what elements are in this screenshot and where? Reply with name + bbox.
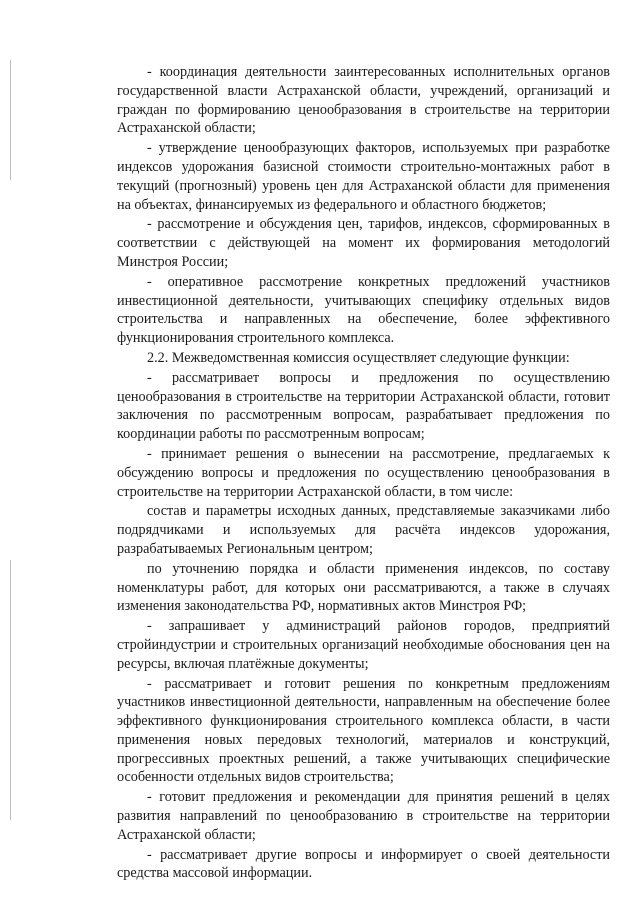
paragraph-source-data: состав и параметры исходных данных, представляемые заказчиками либо подрядчиками и используемых для расчёта индексов удорожания, разрабатываемых Региональным центром; xyxy=(117,503,610,557)
document-page xyxy=(117,63,610,883)
paragraph-makes-decisions: - принимает решения о вынесении на рассмотрение, предлагаемых к обсуждению вопросы и предложения по осуществлению ценообразования в строительстве на территории Астраханской области, в том числе: xyxy=(117,445,610,500)
paragraph-prices-review: - рассмотрение и обсуждения цен, тарифов, индексов, сформированных в соответствии с действующей на момент их формирования методологий Минстроя России; xyxy=(117,216,610,270)
paragraph-prepares-decisions: - рассматривает и готовит решения по конкретным предложениям участников инвестиционной деятельности, направленным на обеспечение более эффективного функционирования строительного комплекса области, в части применения новых передовых технологий, материалов и конструкций, прогрессивных проектных решений, а также учитывающих специфические особенности отдельных видов строительства; xyxy=(117,675,610,786)
section-heading-2-2: 2.2. Межведомственная комиссия осуществляет следующие функции: xyxy=(147,349,570,366)
paragraph-coordination: - координация деятельности заинтересованных исполнительных органов государственной власти Астраханской области, учреждений, организаций и граждан по формированию ценообразования в строительстве на территории Астраханской области; xyxy=(117,64,610,137)
paragraph-operational-review: - оперативное рассмотрение конкретных предложений участников инвестиционной деятельности, учитывающих специфику отдельных видов строительства и направленных на обеспечение, более эффективного функционирования строительного комплекса. xyxy=(117,273,610,347)
paragraph-recommendations: - готовит предложения и рекомендации для принятия решений в целях развития направлений по ценообразованию в строительстве на территории Астраханской области; xyxy=(117,789,610,843)
paragraph-pricing-factors: - утверждение ценообразующих факторов, используемых при разработке индексов удорожания базисной стоимости строительно-монтажных работ в текущий (прогнозный) уровень цен для Астраханской области для применения на объектах, финансируемых из федерального и областного бюджетов; xyxy=(117,140,610,213)
paragraph-indices-scope: по уточнению порядка и области применения индексов, по составу номенклатуры работ, для которых они рассматриваются, а также в случаях изменения законодательства РФ, нормативных актов Минстроя РФ; xyxy=(117,560,610,615)
scan-edge-mark-bottom xyxy=(10,560,11,820)
scan-edge-mark-top xyxy=(10,60,11,180)
paragraph-considers-issues: - рассматривает вопросы и предложения по осуществлению ценообразования в строительстве на территории Астраханской области, готовит заключения по рассмотренным вопросам, разрабатывает предложения по координации работы по рассмотренным вопросам; xyxy=(117,369,610,443)
paragraph-requests: - запрашивает у администраций районов городов, предприятий стройиндустрии и строительных организаций необходимые обоснования цен на ресурсы, включая платёжные документы; xyxy=(117,618,610,672)
paragraph-informs-media: - рассматривает другие вопросы и информирует о своей деятельности средства массовой информации. xyxy=(117,846,610,882)
